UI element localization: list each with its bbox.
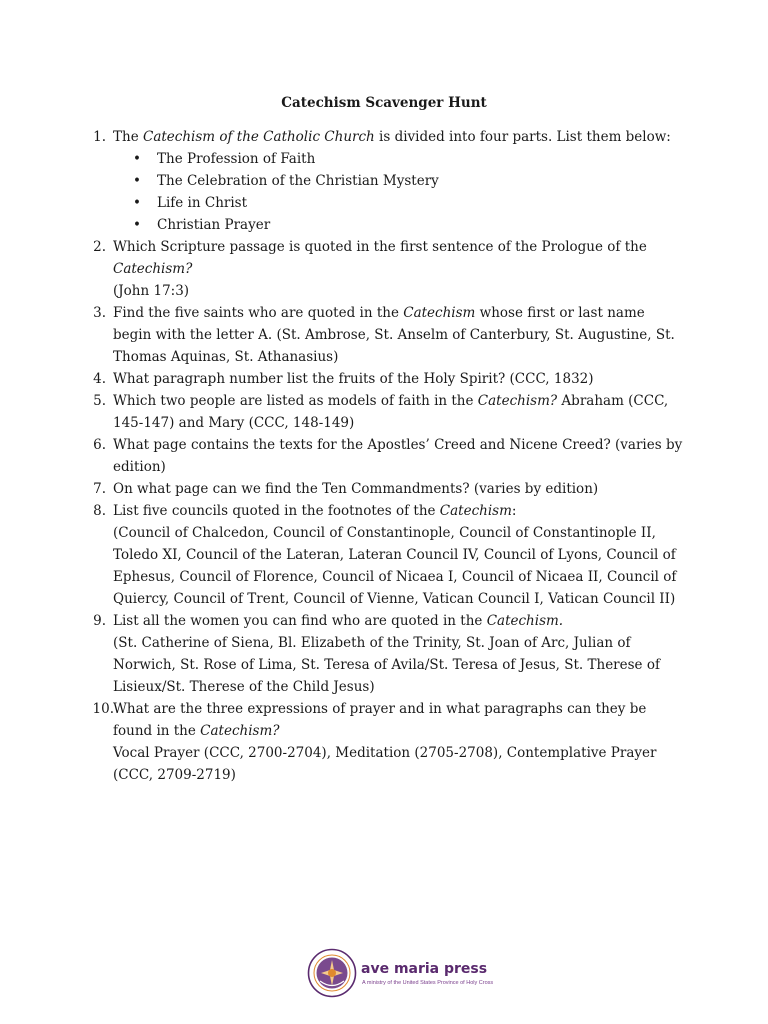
- bullet-item: • The Celebration of the Christian Mystery: [157, 170, 684, 192]
- question-text: Which Scripture passage is quoted in the first sentence of the Prologue of the: [113, 239, 647, 255]
- question-5: [84, 390, 684, 434]
- question-emphasis: Catechism: [439, 503, 512, 519]
- answer-text: (John 17:3): [113, 283, 190, 299]
- question-text: The: [113, 129, 143, 145]
- question-number: 4.: [93, 371, 106, 387]
- page-title: Catechism Scavenger Hunt: [281, 95, 487, 111]
- question-text: What paragraph number list the fruits of the Holy Spirit? (CCC, 1832): [113, 371, 594, 387]
- question-4: [84, 368, 684, 390]
- ave-maria-press-seal-icon: [307, 948, 357, 998]
- question-7: [84, 478, 684, 500]
- answer-text: Vocal Prayer (CCC, 2700-2704), Meditation (2705-2708), Contemplative Prayer (CCC, 2709-2719): [113, 745, 657, 783]
- question-10: [84, 698, 684, 786]
- question-text: On what page can we find the Ten Commandments? (varies by edition): [113, 481, 599, 497]
- question-text-end: Abraham (CCC, 145-147) and Mary (CCC, 148-149): [113, 393, 669, 431]
- question-number: 8.: [93, 503, 106, 519]
- question-number: 3.: [93, 305, 106, 321]
- question-text: List five councils quoted in the footnotes of the: [113, 503, 440, 519]
- question-emphasis: Catechism?: [113, 261, 193, 277]
- question-text: List all the women you can find who are quoted in the: [113, 613, 487, 629]
- bullet-item: • Christian Prayer: [157, 214, 684, 236]
- question-text-end: :: [511, 503, 517, 519]
- question-number: 1.: [93, 129, 106, 145]
- question-number: 6.: [93, 437, 106, 453]
- brand-tagline: A ministry of the United States Province of Holy Cross: [362, 980, 494, 986]
- question-1: [84, 126, 684, 236]
- question-number: 7.: [93, 481, 106, 497]
- question-8: [84, 500, 684, 610]
- question-number: 10.: [92, 701, 114, 717]
- question-emphasis: Catechism.: [486, 613, 564, 629]
- question-number: 5.: [93, 393, 106, 409]
- question-number: 2.: [93, 239, 106, 255]
- bullet-item: • Life in Christ: [157, 192, 684, 214]
- publisher-logo: [307, 948, 494, 1000]
- brand-name: ave maria press: [361, 961, 488, 977]
- bullet-item: • The Profession of Faith: [157, 148, 684, 170]
- question-9: [84, 610, 684, 698]
- question-text-end: is divided into four parts. List them below:: [374, 129, 671, 145]
- parts-bullet-list: [113, 148, 684, 236]
- question-text: What are the three expressions of prayer and in what paragraphs can they be found in the: [113, 701, 647, 739]
- question-number: 9.: [93, 613, 106, 629]
- answer-text: (St. Catherine of Siena, Bl. Elizabeth of the Trinity, St. Joan of Arc, Julian of Norwich, St. Rose of Lima, St. Teresa of Avila/St. Teresa of Jesus, St. Therese of Lisieux/St. Therese of the Child Jesus): [113, 635, 660, 695]
- question-6: [84, 434, 684, 478]
- answer-text: (Council of Chalcedon, Council of Constantinople, Council of Constantinople II, Toledo XI, Council of the Lateran, Lateran Council IV, Council of Lyons, Council of Ephesus, Council of Florence, Council of Nicaea I, Council of Nicaea II, Council of Quiercy, Council of Trent, Council of Vienne, Vatican Council I, Vatican Council II): [113, 525, 677, 607]
- question-emphasis: Catechism: [403, 305, 476, 321]
- question-emphasis: Catechism?: [477, 393, 558, 409]
- question-3: [84, 302, 684, 368]
- question-text: Which two people are listed as models of faith in the: [113, 393, 478, 409]
- question-list: [84, 126, 684, 786]
- question-emphasis: Catechism of the Catholic Church: [142, 129, 375, 145]
- question-text: What page contains the texts for the Apostles’ Creed and Nicene Creed? (varies by edition): [113, 437, 683, 475]
- question-text-end: whose first or last name begin with the letter A. (St. Ambrose, St. Anselm of Canterbury, St. Augustine, St. Thomas Aquinas, St. Athanasius): [113, 305, 675, 365]
- question-2: [84, 236, 684, 302]
- question-emphasis: Catechism?: [200, 723, 280, 739]
- question-text: Find the five saints who are quoted in the: [113, 305, 404, 321]
